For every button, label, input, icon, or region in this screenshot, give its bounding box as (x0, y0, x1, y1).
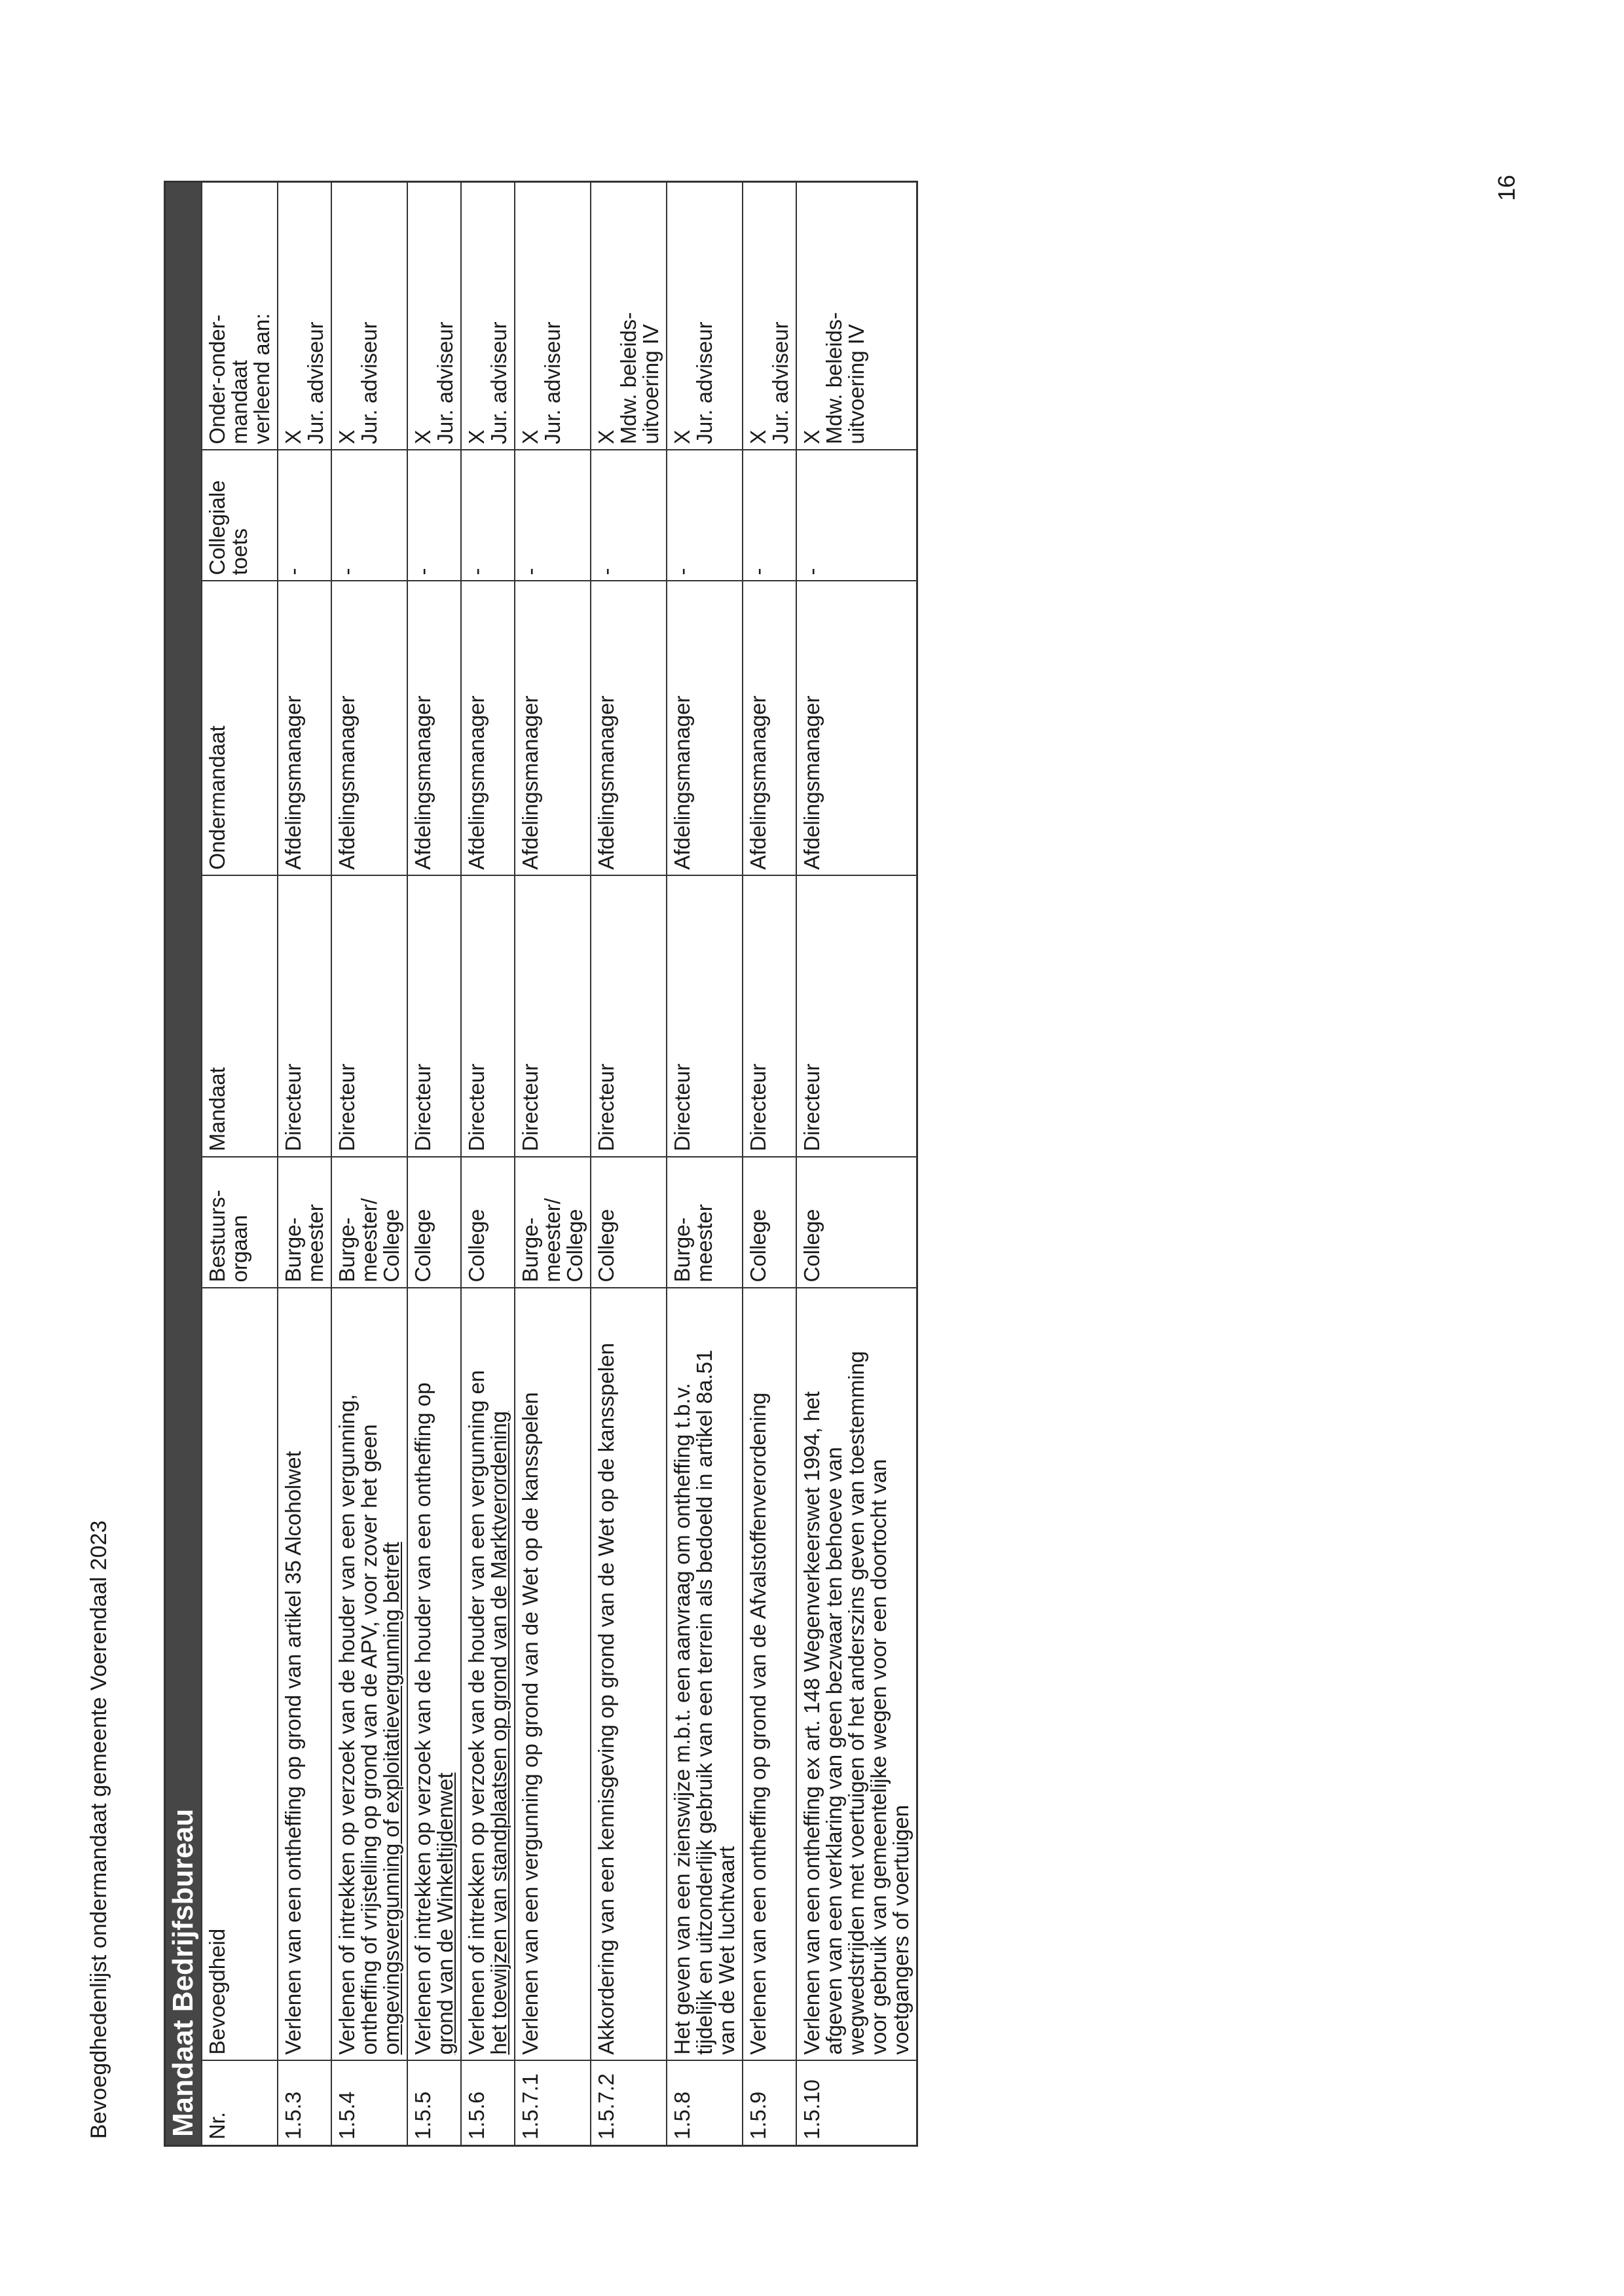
cell-mandaat: Directeur (331, 876, 407, 1157)
cell-line: Jur. adviseur (487, 321, 511, 445)
cell-line: X (335, 429, 359, 445)
table-title: Mandaat Bedrijfsbureau (165, 181, 202, 2145)
cell-line: meester/ (357, 1198, 381, 1283)
cell-line: X (746, 429, 770, 445)
header-line: toets (227, 528, 251, 575)
table-row (407, 181, 461, 2145)
cell-line: X (464, 429, 489, 445)
cell-line: Jur. adviseur (433, 321, 457, 445)
cell-collegiale-toets: - (743, 450, 796, 581)
column-header-bevoegdheid: Bevoegdheid (202, 1288, 278, 2061)
cell-nr: 1.5.8 (667, 2061, 743, 2146)
cell-onder-ondermandaat (515, 181, 591, 450)
table-row (591, 181, 667, 2145)
column-header-ondermandaat: Ondermandaat (202, 581, 278, 876)
cell-line: tijdelijk en uitzonderlijk gebruik van een terrein als bedoeld in artikel 8a.51 (692, 1349, 716, 2055)
cell-nr: 1.5.7.1 (515, 2061, 591, 2146)
cell-line: Jur. adviseur (303, 321, 327, 445)
cell-line: Verlenen van een ontheffing ex art. 148 Wegenverkeerswet 1994, het (800, 1391, 824, 2055)
cell-line: uitvoering IV (638, 324, 663, 445)
cell-bevoegdheid (515, 1288, 591, 2061)
cell-line: meester/ (540, 1198, 564, 1283)
cell-onder-ondermandaat (461, 181, 515, 450)
table-header-row (202, 181, 278, 2145)
cell-collegiale-toets: - (407, 450, 461, 581)
cell-line: Verlenen van een vergunning op grond van de Wet op de kansspelen (518, 1392, 542, 2055)
cell-ondermandaat: Afdelingsmanager (331, 581, 407, 876)
cell-bestuursorgaan (461, 1157, 515, 1288)
cell-line: Mdw. beleids- (822, 312, 846, 445)
header-line: Collegiale (205, 480, 229, 575)
cell-line: Burge- (335, 1217, 359, 1283)
cell-collegiale-toets: - (667, 450, 743, 581)
cell-line: Burge- (518, 1217, 542, 1283)
page-number: 16 (1493, 174, 1520, 201)
cell-bevoegdheid (796, 1288, 917, 2061)
cell-line: College (411, 1209, 435, 1283)
cell-mandaat: Directeur (278, 876, 331, 1157)
cell-collegiale-toets: - (331, 450, 407, 581)
header-line: orgaan (227, 1214, 251, 1283)
column-header-onder-ondermandaat (202, 181, 278, 450)
cell-line: Mdw. beleids- (616, 312, 640, 445)
cell-line: College (464, 1209, 489, 1283)
cell-onder-ondermandaat (796, 181, 917, 450)
column-header-mandaat: Mandaat (202, 876, 278, 1157)
cell-collegiale-toets: - (591, 450, 667, 581)
cell-line: X (281, 429, 305, 445)
mandate-table-container (164, 183, 918, 2147)
cell-line: Burge- (281, 1217, 305, 1283)
cell-line: ontheffing of vrijstelling op grond van de APV, voor zover het geen (357, 1424, 381, 2055)
cell-line: uitvoering IV (844, 324, 868, 445)
table-row (331, 181, 407, 2145)
cell-bestuursorgaan (591, 1157, 667, 1288)
cell-mandaat: Directeur (796, 876, 917, 1157)
cell-line: grond van de Winkeltijdenwet (433, 1772, 457, 2055)
cell-line: meester (303, 1204, 327, 1283)
cell-line: College (563, 1209, 587, 1283)
cell-nr: 1.5.6 (461, 2061, 515, 2146)
cell-mandaat: Directeur (743, 876, 796, 1157)
cell-bevoegdheid (591, 1288, 667, 2061)
column-header-bestuursorgaan (202, 1157, 278, 1288)
cell-bevoegdheid (278, 1288, 331, 2061)
column-header-collegiale-toets (202, 450, 278, 581)
cell-line: X (800, 429, 824, 445)
cell-line: X (518, 429, 542, 445)
table-body (278, 181, 917, 2145)
cell-mandaat: Directeur (667, 876, 743, 1157)
cell-collegiale-toets: - (461, 450, 515, 581)
cell-line: Verlenen van een ontheffing op grond van de Afvalstoffenverordening (746, 1392, 770, 2055)
cell-bestuursorgaan (667, 1157, 743, 1288)
cell-ondermandaat: Afdelingsmanager (407, 581, 461, 876)
cell-line: meester (692, 1204, 716, 1283)
cell-ondermandaat: Afdelingsmanager (461, 581, 515, 876)
cell-line: Jur. adviseur (692, 321, 716, 445)
cell-bevoegdheid (407, 1288, 461, 2061)
cell-bestuursorgaan (743, 1157, 796, 1288)
cell-line: Verlenen of intrekken op verzoek van de houder van een vergunning, (335, 1394, 359, 2055)
table-row (515, 181, 591, 2145)
cell-mandaat: Directeur (591, 876, 667, 1157)
cell-mandaat: Directeur (515, 876, 591, 1157)
table-row (796, 181, 917, 2145)
cell-line: Verlenen van een ontheffing op grond van artikel 35 Alcoholwet (281, 1451, 305, 2055)
cell-onder-ondermandaat (591, 181, 667, 450)
cell-line: Het geven van een zienswijze m.b.t. een aanvraag om ontheffing t.b.v. (670, 1383, 694, 2055)
cell-bevoegdheid (743, 1288, 796, 2061)
column-header-nr: Nr. (202, 2061, 278, 2146)
cell-line: omgevingsvergunning of exploitatievergunning betreft (379, 1542, 403, 2055)
cell-line: Verlenen of intrekken op verzoek van de houder van een vergunning en (464, 1370, 489, 2055)
cell-line: Burge- (670, 1217, 694, 1283)
cell-bevoegdheid (461, 1288, 515, 2061)
header-line: Onder-onder- (205, 314, 229, 445)
header-line: Bestuurs- (205, 1190, 229, 1283)
cell-line: voetgangers of voertuigen (889, 1804, 913, 2055)
cell-line: Verlenen of intrekken op verzoek van de houder van een ontheffing op (411, 1382, 435, 2055)
cell-line: College (800, 1209, 824, 1283)
cell-line: Jur. adviseur (357, 321, 381, 445)
cell-line: College (746, 1209, 770, 1283)
table-title-row (165, 181, 202, 2145)
cell-nr: 1.5.9 (743, 2061, 796, 2146)
document-header: Bevoegdhedenlijst ondermandaat gemeente Voerendaal 2023 (86, 1520, 111, 2139)
mandate-table (164, 181, 918, 2147)
cell-ondermandaat: Afdelingsmanager (278, 581, 331, 876)
cell-line: afgeven van een verklaring van geen bezwaar ten behoeve van (822, 1447, 846, 2055)
cell-line: Jur. adviseur (768, 321, 792, 445)
cell-line: Jur. adviseur (540, 321, 564, 445)
cell-line: Akkordering van een kennisgeving op grond van de Wet op de kansspelen (594, 1343, 618, 2055)
cell-bestuursorgaan (331, 1157, 407, 1288)
table-row (667, 181, 743, 2145)
header-line: verleend aan: (249, 313, 274, 445)
cell-mandaat: Directeur (407, 876, 461, 1157)
cell-ondermandaat: Afdelingsmanager (667, 581, 743, 876)
cell-line: College (379, 1209, 403, 1283)
cell-onder-ondermandaat (667, 181, 743, 450)
cell-bevoegdheid (331, 1288, 407, 2061)
cell-line: van de Wet luchtvaart (714, 1846, 739, 2055)
cell-ondermandaat: Afdelingsmanager (515, 581, 591, 876)
cell-nr: 1.5.5 (407, 2061, 461, 2146)
cell-collegiale-toets: - (515, 450, 591, 581)
cell-collegiale-toets: - (796, 450, 917, 581)
cell-nr: 1.5.10 (796, 2061, 917, 2146)
cell-onder-ondermandaat (331, 181, 407, 450)
cell-onder-ondermandaat (743, 181, 796, 450)
cell-line: College (594, 1209, 618, 1283)
cell-onder-ondermandaat (407, 181, 461, 450)
cell-line: X (594, 429, 618, 445)
cell-collegiale-toets: - (278, 450, 331, 581)
cell-nr: 1.5.4 (331, 2061, 407, 2146)
cell-bestuursorgaan (278, 1157, 331, 1288)
cell-ondermandaat: Afdelingsmanager (591, 581, 667, 876)
table-row (461, 181, 515, 2145)
cell-mandaat: Directeur (461, 876, 515, 1157)
table-row (743, 181, 796, 2145)
cell-line: wegwedstrijden met voertuigen of het anderszins geven van toestemming (844, 1351, 868, 2055)
cell-ondermandaat: Afdelingsmanager (743, 581, 796, 876)
table-row (278, 181, 331, 2145)
cell-onder-ondermandaat (278, 181, 331, 450)
cell-bestuursorgaan (796, 1157, 917, 1288)
cell-line: voor gebruik van gemeentelijke wegen voor een doortocht van (866, 1459, 891, 2055)
cell-line: X (670, 429, 694, 445)
cell-bevoegdheid (667, 1288, 743, 2061)
cell-line: X (411, 429, 435, 445)
cell-line: het toewijzen van standplaatsen op grond van de Marktverordening (487, 1411, 511, 2055)
cell-bestuursorgaan (407, 1157, 461, 1288)
header-line: mandaat (227, 360, 251, 445)
cell-bestuursorgaan (515, 1157, 591, 1288)
cell-nr: 1.5.3 (278, 2061, 331, 2146)
cell-nr: 1.5.7.2 (591, 2061, 667, 2146)
cell-ondermandaat: Afdelingsmanager (796, 581, 917, 876)
